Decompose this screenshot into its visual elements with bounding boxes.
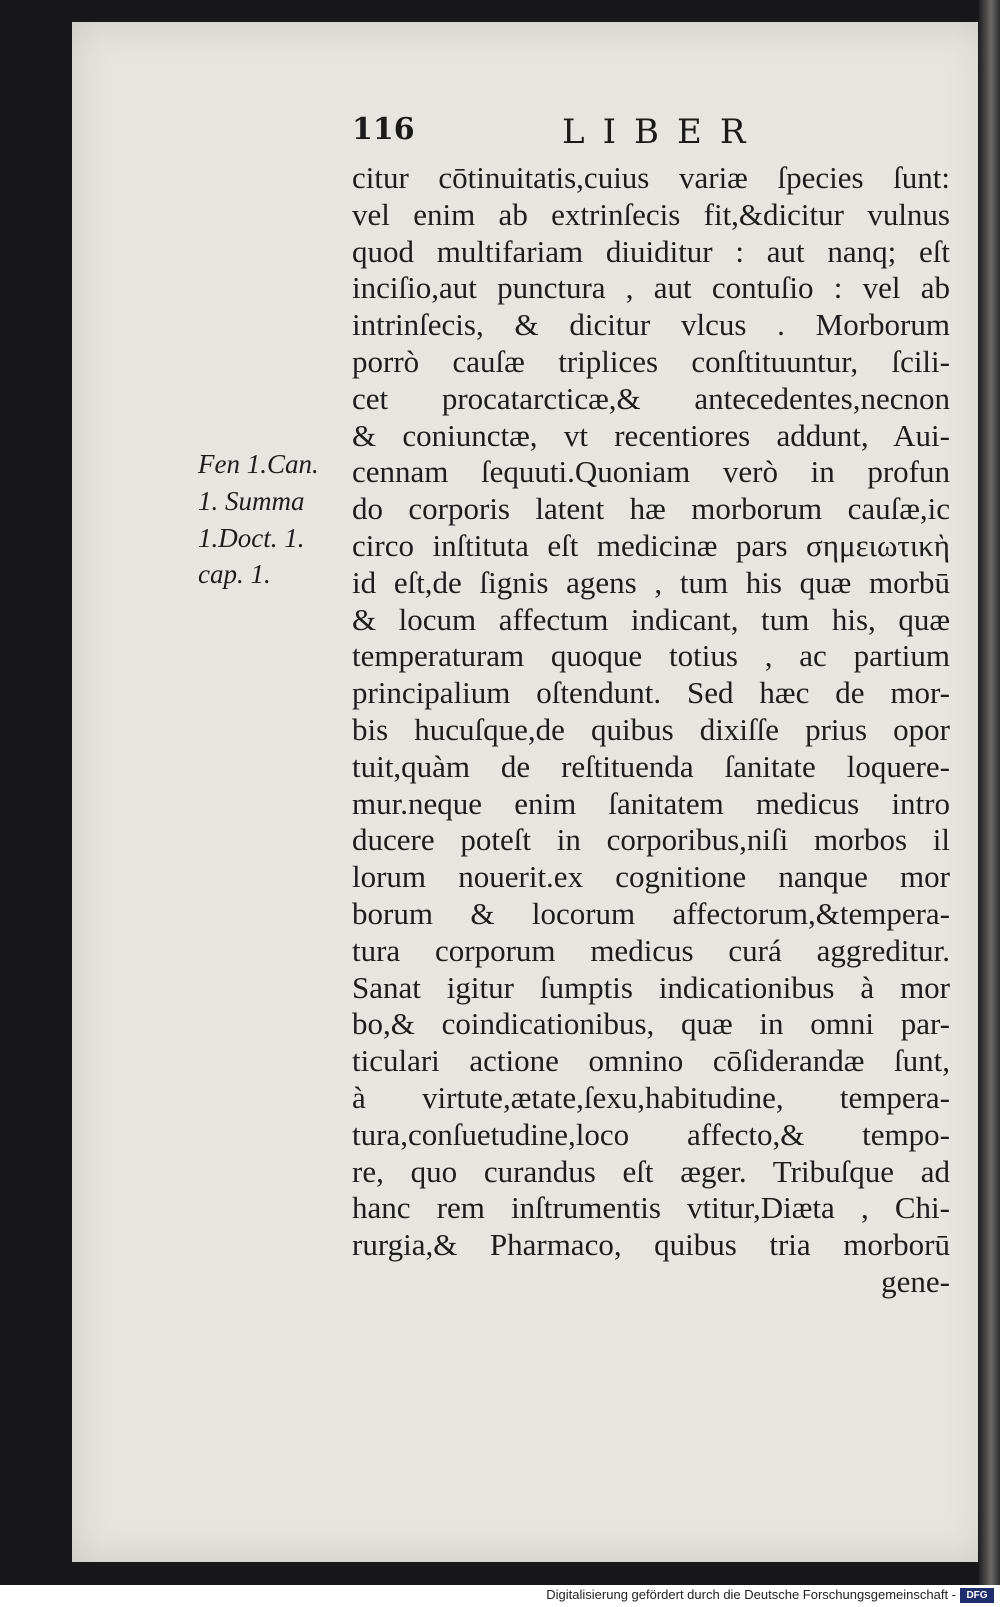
text-line: porrò cauſæ triplices conſtituuntur, ſcili-	[352, 343, 950, 379]
footer-bar	[0, 1585, 1000, 1607]
text-line: principalium oſtendunt. Sed hæc de mor-	[352, 675, 950, 711]
text-line: & coniunctæ, vt recentiores addunt, Aui-	[352, 417, 950, 453]
text-line: temperaturam quoque totius , ac partium	[352, 638, 950, 674]
running-head: LIBER	[562, 112, 764, 152]
text-line: mur.neque enim ſanitatem medicus intro	[352, 785, 950, 821]
page-number: 116	[352, 112, 415, 147]
text-line: bo,& coindicationibus, quæ in omni par-	[352, 1006, 950, 1042]
text-line: tura,conſuetudine,loco affecto,& tempo-	[352, 1116, 950, 1152]
text-line: hanc rem inſtrumentis vtitur,Diæta , Chi-	[352, 1190, 950, 1226]
margin-note-line: cap. 1.	[198, 559, 271, 590]
text-line: tura corporum medicus curá aggreditur.	[352, 932, 950, 968]
text-line: circo inſtituta eſt medicinæ pars σημειωτικὴ	[352, 527, 950, 563]
text-line: tuit,quàm de reſtituenda ſanitate loquere-	[352, 748, 950, 784]
text-line: quod multifariam diuiditur : aut nanq; eſt	[352, 233, 950, 269]
text-line: id eſt,de ſignis agens , tum his quæ morbū	[352, 564, 950, 600]
dfg-logo[interactable]: DFG	[960, 1588, 994, 1603]
text-line: cennam ſequuti.Quoniam verò in profun	[352, 454, 950, 490]
margin-note	[198, 446, 348, 593]
text-line: rurgia,& Pharmaco, quibus tria morborū	[352, 1227, 950, 1263]
footer-credit: Digitalisierung gefördert durch die Deutsche Forschungsgemeinschaft -	[546, 1587, 956, 1602]
text-line: à virtute,ætate,ſexu,habitudine, tempera-	[352, 1079, 950, 1115]
margin-note-line: 1.Doct. 1.	[198, 522, 305, 553]
text-line: citur cōtinuitatis,cuius variæ ſpecies ſunt:	[352, 160, 950, 195]
text-line: inciſio,aut punctura , aut contuſio : vel ab	[352, 270, 950, 306]
text-line: cet procatarcticæ,& antecedentes,necnon	[352, 380, 950, 416]
margin-note-line: Fen 1.Can.	[198, 449, 319, 479]
text-line: ticulari actione omnino cōſiderandæ ſunt,	[352, 1043, 950, 1079]
text-line: intrinſecis, & dicitur vlcus . Morborum	[352, 307, 950, 343]
text-line: ducere poteſt in corporibus,niſi morbos il	[352, 822, 950, 858]
text-line: Sanat igitur ſumptis indicationibus à mor	[352, 969, 950, 1005]
text-line: bis hucuſque,de quibus dixiſſe prius opor	[352, 711, 950, 747]
page-header	[352, 112, 947, 160]
text-line: vel enim ab extrinſecis fit,&dicitur vulnus	[352, 196, 950, 232]
text-line: & locum affectum indicant, tum his, quæ	[352, 601, 950, 637]
text-line: re, quo curandus eſt æger. Tribuſque ad	[352, 1153, 950, 1189]
text-line: lorum nouerit.ex cognitione nanque mor	[352, 859, 950, 895]
body-text	[352, 160, 950, 1301]
margin-note-line: 1. Summa	[198, 485, 305, 516]
catchword: gene-	[881, 1263, 950, 1299]
text-line: borum & locorum affectorum,&tempera-	[352, 895, 950, 931]
page-edge	[978, 0, 1000, 1585]
text-line: do corporis latent hæ morborum cauſæ,ic	[352, 491, 950, 527]
